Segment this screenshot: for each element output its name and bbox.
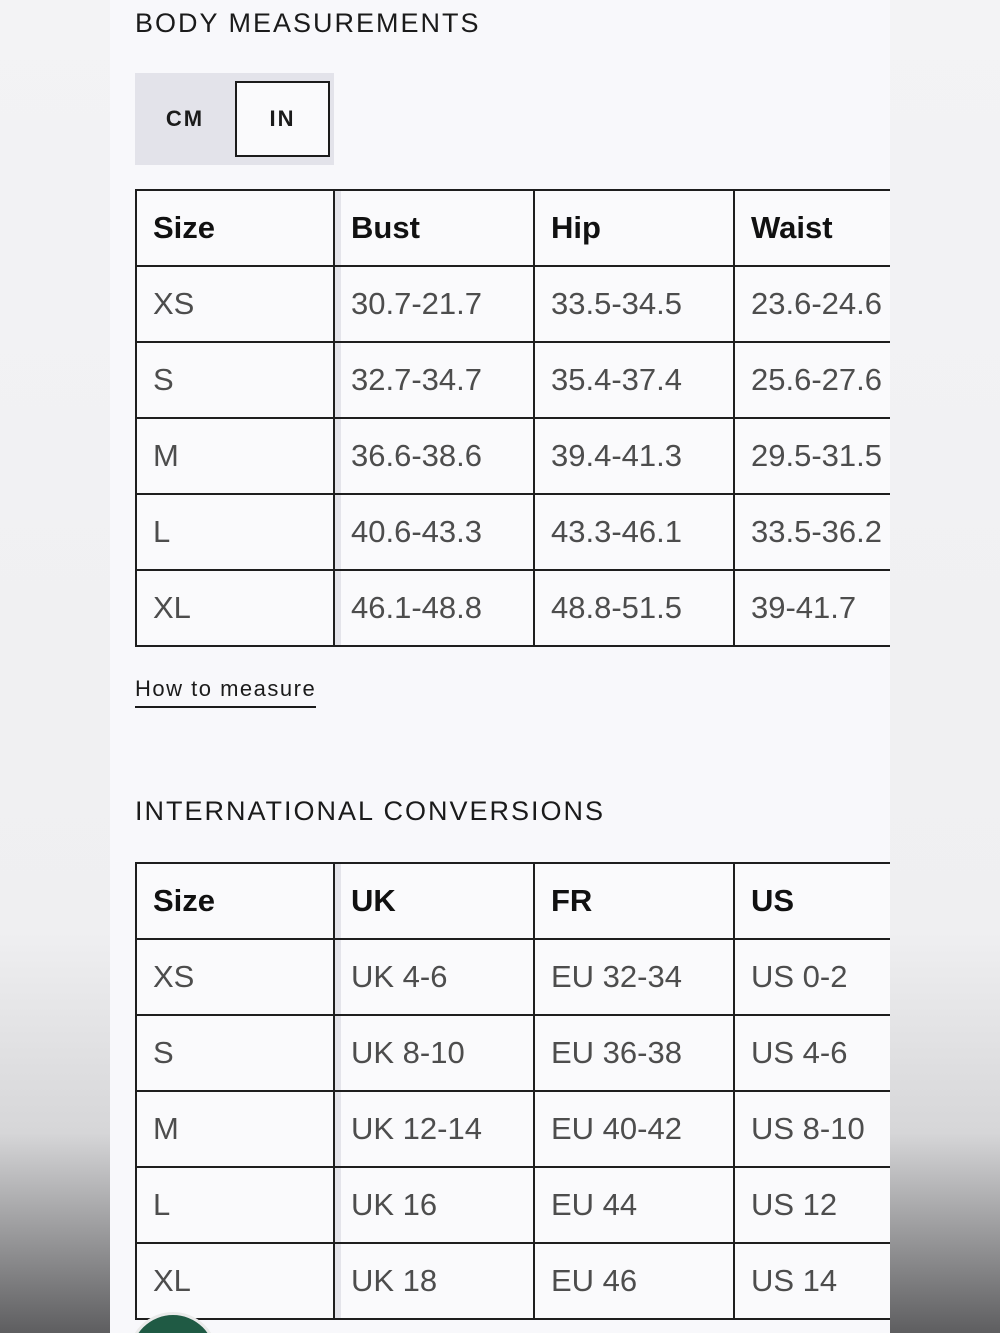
bust-cell: 36.6-38.6: [334, 418, 534, 494]
header-size: Size: [136, 190, 334, 266]
size-cell: XL: [136, 570, 334, 646]
unit-in-button[interactable]: IN: [235, 81, 330, 157]
size-cell: L: [136, 494, 334, 570]
hip-cell: 35.4-37.4: [534, 342, 734, 418]
header-fr: FR: [534, 863, 734, 939]
table-row: [136, 418, 890, 494]
bust-cell: 32.7-34.7: [334, 342, 534, 418]
bust-cell: 40.6-43.3: [334, 494, 534, 570]
fr-cell: EU 36-38: [534, 1015, 734, 1091]
body-measurements-table: [135, 189, 890, 647]
uk-cell: UK 8-10: [334, 1015, 534, 1091]
us-cell: US 0-2: [734, 939, 890, 1015]
table-row: [136, 342, 890, 418]
header-waist: Waist: [734, 190, 890, 266]
hip-cell: 48.8-51.5: [534, 570, 734, 646]
bust-cell: 30.7-21.7: [334, 266, 534, 342]
us-cell: US 12: [734, 1167, 890, 1243]
how-to-measure-link[interactable]: How to measure: [135, 676, 316, 708]
bust-cell: 46.1-48.8: [334, 570, 534, 646]
unit-cm-button[interactable]: CM: [165, 106, 205, 131]
uk-cell: UK 12-14: [334, 1091, 534, 1167]
fr-cell: EU 44: [534, 1167, 734, 1243]
international-conversions-title: INTERNATIONAL CONVERSIONS: [135, 796, 606, 826]
size-guide-panel: [110, 0, 890, 1333]
hip-cell: 43.3-46.1: [534, 494, 734, 570]
us-cell: US 8-10: [734, 1091, 890, 1167]
fr-cell: EU 40-42: [534, 1091, 734, 1167]
table-row: [136, 494, 890, 570]
table-row: [136, 1091, 890, 1167]
hip-cell: 33.5-34.5: [534, 266, 734, 342]
uk-cell: UK 16: [334, 1167, 534, 1243]
size-cell: S: [136, 1015, 334, 1091]
fr-cell: EU 46: [534, 1243, 734, 1319]
waist-cell: 33.5-36.2: [734, 494, 890, 570]
size-cell: S: [136, 342, 334, 418]
waist-cell: 23.6-24.6: [734, 266, 890, 342]
table-row: [136, 1167, 890, 1243]
header-bust: Bust: [334, 190, 534, 266]
table-row: [136, 266, 890, 342]
uk-cell: UK 18: [334, 1243, 534, 1319]
size-cell: XS: [136, 939, 334, 1015]
unit-toggle: [135, 73, 334, 165]
header-us: US: [734, 863, 890, 939]
waist-cell: 25.6-27.6: [734, 342, 890, 418]
waist-cell: 29.5-31.5: [734, 418, 890, 494]
fr-cell: EU 32-34: [534, 939, 734, 1015]
header-hip: Hip: [534, 190, 734, 266]
us-cell: US 4-6: [734, 1015, 890, 1091]
size-cell: XL: [136, 1243, 334, 1319]
size-cell: XS: [136, 266, 334, 342]
table-header-row: [136, 190, 890, 266]
body-measurements-title: BODY MEASUREMENTS: [135, 8, 481, 38]
uk-cell: UK 4-6: [334, 939, 534, 1015]
size-cell: M: [136, 418, 334, 494]
size-cell: L: [136, 1167, 334, 1243]
size-cell: M: [136, 1091, 334, 1167]
table-row: [136, 939, 890, 1015]
table-row: [136, 1243, 890, 1319]
waist-cell: 39-41.7: [734, 570, 890, 646]
hip-cell: 39.4-41.3: [534, 418, 734, 494]
header-uk: UK: [334, 863, 534, 939]
header-size: Size: [136, 863, 334, 939]
table-row: [136, 1015, 890, 1091]
us-cell: US 14: [734, 1243, 890, 1319]
table-row: [136, 570, 890, 646]
international-conversions-table: [135, 862, 890, 1320]
table-header-row: [136, 863, 890, 939]
